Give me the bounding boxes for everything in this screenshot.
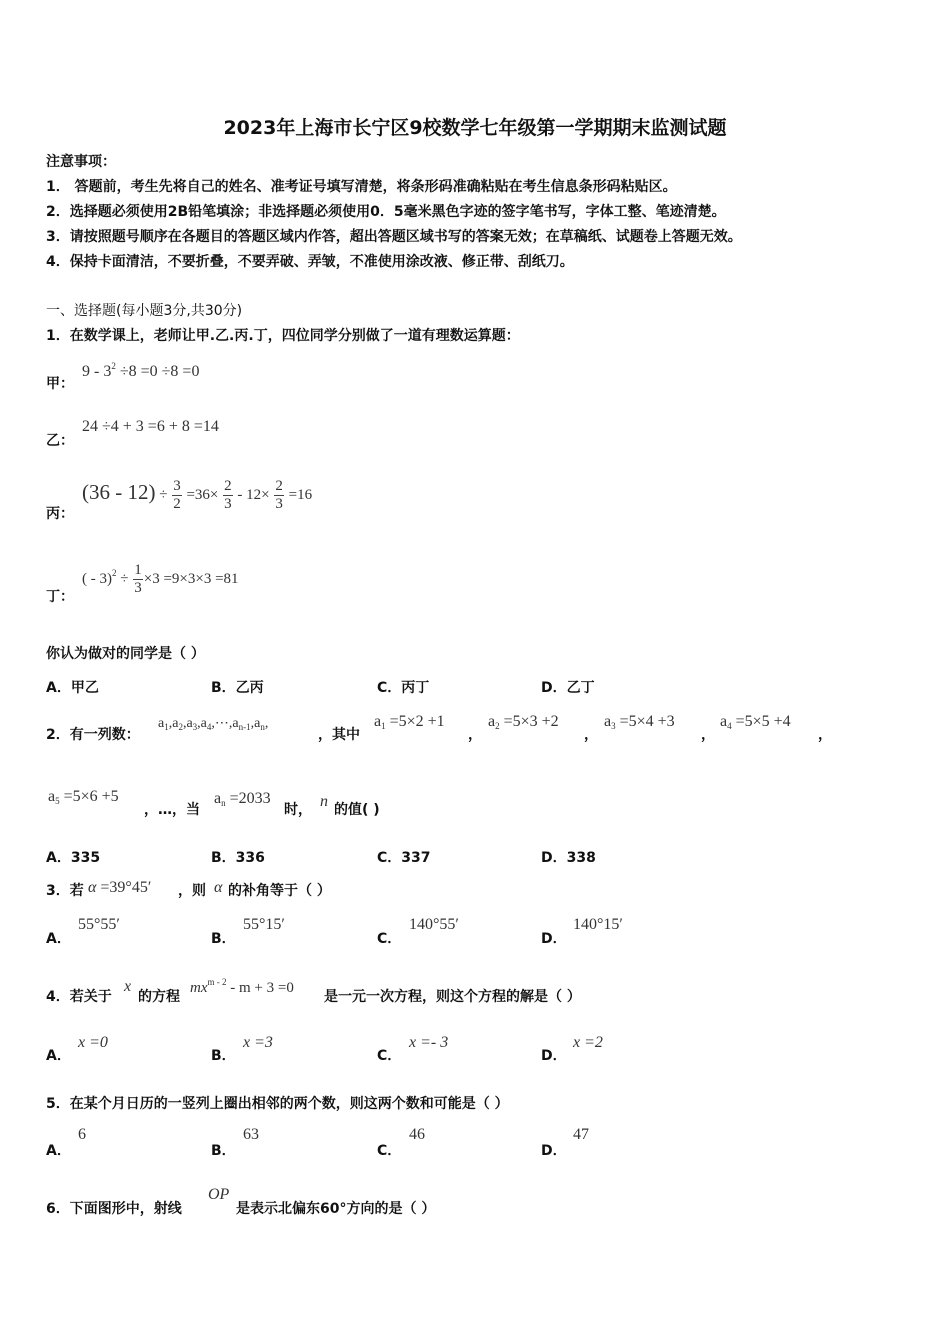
q5-option-d: 47	[573, 1126, 589, 1143]
q1-option-a: A．甲乙	[46, 680, 99, 696]
q4-equation: $mx^{m - 2} - m + 3 =0$	[190, 977, 294, 996]
q6-tail: 是表示北偏东60°方向的是（ ）	[236, 1201, 436, 1217]
notice-item: 4．保持卡面清洁，不要折叠，不要弄破、弄皱，不准使用涂改液、修正带、刮纸刀。	[46, 254, 574, 270]
q1-expr-ding: ( - 3)$^2$ ÷ $\frac{1}{3}$ ×3 =9×3×3 =81	[82, 562, 239, 596]
q2-sequence: $a_1,a_2,a_3,a_4,\cdots,a_{n-1},a_n$,	[158, 716, 269, 732]
q2-a3: $a_3 =5\times 4 +3$	[604, 713, 675, 731]
q1-label-jia: 甲：	[46, 376, 74, 392]
q2-sep: ，	[584, 727, 598, 743]
q1-expr-bing: (36 - 12) ÷ $\frac{3}{2}$ =36× $\frac{2}{3}$ - 12× $\frac{2}{3}$ =16	[82, 478, 313, 512]
q3-label-b: B．	[211, 931, 236, 947]
q2-option-b: B．336	[211, 850, 265, 866]
q5-option-c: 46	[409, 1126, 425, 1143]
q2-a5: $a_5 =5\times 6 +5$	[48, 788, 119, 806]
q1-expr-yi: 24 ÷4 + 3 =6 + 8 =14	[82, 418, 219, 435]
q1-label-bing: 丙：	[46, 506, 74, 522]
q2-n: n	[320, 793, 328, 810]
q2-shi: 时，	[284, 802, 312, 818]
q3-option-d: 140°15′	[573, 916, 623, 933]
q4-lead: 4．若关于	[46, 989, 112, 1005]
q3-tail: 的补角等于（ ）	[228, 883, 331, 899]
q6-lead: 6．下面图形中，射线	[46, 1201, 182, 1217]
q3-mid: ，则	[178, 883, 206, 899]
q4-mid: 的方程	[138, 989, 180, 1005]
q1-option-b: B．乙丙	[211, 680, 264, 696]
q4-label-d: D．	[541, 1048, 567, 1064]
q1-question: 你认为做对的同学是（ ）	[46, 646, 205, 662]
q2-mid: ，…，当	[144, 802, 200, 818]
q2-a4: $a_4 =5\times 5 +4$	[720, 713, 791, 731]
q5-label-d: D．	[541, 1143, 567, 1159]
section-heading: 一、选择题(每小题3分,共30分)	[46, 303, 243, 319]
q2-a1: $a_1 =5\times 2 +1$	[374, 713, 445, 731]
q5-option-a: 6	[78, 1126, 86, 1143]
q2-sep: ，	[468, 727, 482, 743]
notice-heading: 注意事项：	[46, 154, 116, 170]
q2-an: $a_n =2033$	[214, 790, 271, 808]
q5-label-a: A．	[46, 1143, 71, 1159]
notice-item: 2．选择题必须使用2B铅笔填涂；非选择题必须使用0．5毫米黑色字迹的签字笔书写，字体工整、笔迹清楚。	[46, 204, 726, 220]
q4-tail: 是一元一次方程，则这个方程的解是（ ）	[324, 989, 581, 1005]
q4-label-a: A．	[46, 1048, 71, 1064]
q2-qizhong: ，其中	[318, 727, 360, 743]
q3-option-c: 140°55′	[409, 916, 459, 933]
q3-option-a: 55°55′	[78, 916, 120, 933]
q5-stem: 5．在某个月日历的一竖列上圈出相邻的两个数，则这两个数和可能是（ ）	[46, 1096, 509, 1112]
page-title: 2023年上海市长宁区9校数学七年级第一学期期末监测试题	[223, 117, 727, 139]
q4-label-c: C．	[377, 1048, 402, 1064]
q5-option-b: 63	[243, 1126, 259, 1143]
q2-option-a: A．335	[46, 850, 101, 866]
q4-x: x	[124, 978, 132, 995]
q2-sep: ，	[701, 727, 715, 743]
q1-expr-jia: $9 - 3^2 \div 8 =0 \div 8 =0$	[82, 361, 200, 380]
q3-label-c: C．	[377, 931, 402, 947]
q3-alpha: α	[214, 879, 223, 896]
q5-label-c: C．	[377, 1143, 402, 1159]
q3-condition: α =39°45′	[88, 879, 152, 896]
q2-option-c: C．337	[377, 850, 431, 866]
q4-label-b: B．	[211, 1048, 236, 1064]
q4-option-a: x =0	[78, 1034, 108, 1051]
q2-tail: 的值( )	[334, 802, 380, 818]
q1-label-ding: 丁：	[46, 589, 74, 605]
q1-label-yi: 乙：	[46, 433, 74, 449]
q3-label-d: D．	[541, 931, 567, 947]
q2-sep: ，	[818, 727, 832, 743]
q1-option-d: D．乙丁	[541, 680, 595, 696]
q6-op: OP	[208, 1186, 230, 1203]
q2-lead: 2．有一列数：	[46, 727, 140, 743]
q1-option-c: C．丙丁	[377, 680, 430, 696]
q2-a2: $a_2 =5\times 3 +2$	[488, 713, 559, 731]
q2-option-d: D．338	[541, 850, 596, 866]
q5-label-b: B．	[211, 1143, 236, 1159]
q4-option-c: x =- 3	[409, 1034, 449, 1051]
notice-item: 1． 答题前，考生先将自己的姓名、准考证号填写清楚，将条形码准确粘贴在考生信息条形码粘贴区。	[46, 179, 677, 195]
q4-option-b: x =3	[243, 1034, 273, 1051]
q1-stem: 1．在数学课上，老师让甲.乙.丙.丁，四位同学分别做了一道有理数运算题：	[46, 328, 520, 344]
q3-label-a: A．	[46, 931, 71, 947]
notice-item: 3．请按照题号顺序在各题目的答题区域内作答，超出答题区域书写的答案无效；在草稿纸、试题卷上答题无效。	[46, 229, 742, 245]
q4-option-d: x =2	[573, 1034, 603, 1051]
q3-lead: 3．若	[46, 883, 84, 899]
q3-option-b: 55°15′	[243, 916, 285, 933]
